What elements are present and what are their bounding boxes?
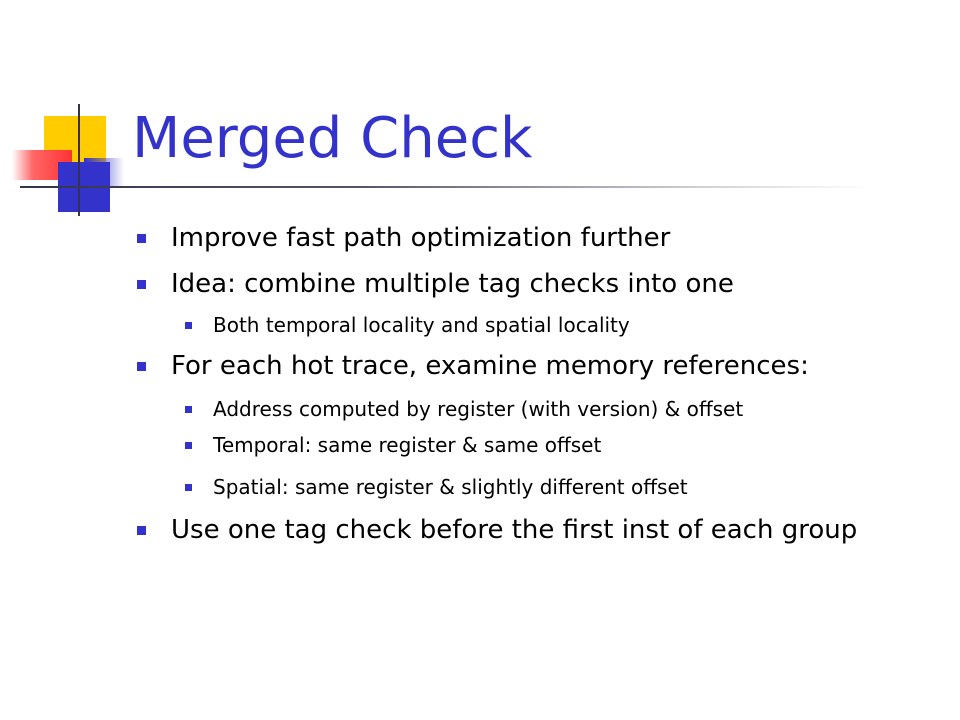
- bullet-text: Temporal: same register & same offset: [213, 433, 602, 457]
- bullet-text: Idea: combine multiple tag checks into one: [171, 269, 734, 299]
- title-underline: [20, 186, 870, 188]
- sub-bullet-item: [213, 396, 743, 422]
- bullet-item: [171, 514, 857, 546]
- bullet-item: [171, 268, 734, 300]
- bullet-square-icon: [137, 362, 146, 371]
- bullet-square-icon: [185, 406, 192, 413]
- bullet-text: Both temporal locality and spatial locality: [213, 313, 630, 337]
- bullet-square-icon: [137, 280, 146, 289]
- bullet-text: Use one tag check before the first inst of each group: [171, 515, 858, 545]
- slide-title: Merged Check: [132, 106, 533, 171]
- bullet-square-icon: [185, 442, 192, 449]
- bullet-square-icon: [137, 234, 146, 243]
- decorative-blue-fade: [84, 158, 124, 188]
- bullet-text: Spatial: same register & slightly different offset: [213, 475, 688, 499]
- bullet-square-icon: [137, 526, 146, 535]
- bullet-square-icon: [185, 322, 192, 329]
- bullet-item: [171, 350, 809, 382]
- bullet-text: For each hot trace, examine memory references:: [171, 351, 809, 381]
- bullet-item: [171, 222, 670, 254]
- sub-bullet-item: [213, 474, 688, 500]
- decorative-vertical-line: [78, 104, 80, 216]
- bullet-text: Address computed by register (with version) & offset: [213, 397, 744, 421]
- sub-bullet-item: [213, 432, 601, 458]
- sub-bullet-item: [213, 312, 630, 338]
- bullet-text: Improve fast path optimization further: [171, 223, 671, 253]
- bullet-square-icon: [185, 484, 192, 491]
